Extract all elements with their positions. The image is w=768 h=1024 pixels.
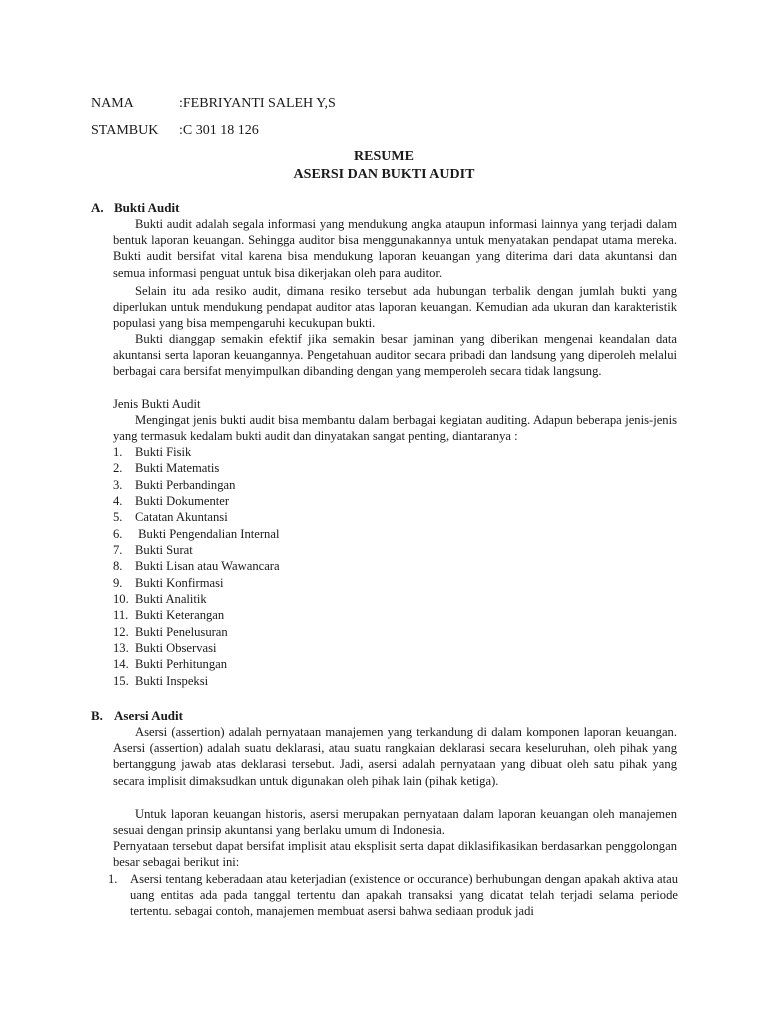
section-b-heading — [91, 708, 183, 724]
list-item: 10. Bukti Analitik — [113, 591, 207, 606]
section-b-title: Asersi Audit — [114, 708, 183, 723]
section-a-heading — [91, 200, 179, 216]
jenis-bukti-subheading: Jenis Bukti Audit — [113, 397, 201, 411]
title-main: ASERSI DAN BUKTI AUDIT — [293, 167, 475, 182]
section-b-paragraph-1: Asersi (assertion) adalah pernyataan manajemen yang terkandung di dalam komponen laporan keuangan. Asersi (assertion) adalah suatu deklarasi, atau suatu rangkaian deklarasi secara keseluruhan, oleh pihak yang bertanggung jawab atas deklarasi tersebut. Jadi, asersi adalah pernyataan yang dibuat oleh satu pihak yang secara implisit dimaksudkan untuk digunakan oleh pihak lain (pihak ketiga). — [113, 725, 677, 788]
section-b-letter: B. — [91, 708, 103, 723]
list-item: 7. Bukti Surat — [113, 542, 193, 557]
section-b-paragraph-2: Untuk laporan keuangan historis, asersi merupakan pernyataan dalam laporan keuangan oleh manajemen sesuai dengan prinsip akuntansi yang berlaku umum di Indonesia. — [113, 807, 677, 838]
list-item: 12. Bukti Penelusuran — [113, 624, 228, 639]
section-a-paragraph-3: Bukti dianggap semakin efektif jika semakin besar jaminan yang diberikan mengenai keandalan data akuntansi serta laporan keuangannya. Pengetahuan auditor secara pribadi dan landsung yang diperoleh melalui berbagai cara bersifat menyimpulkan dibanding dengan yang memperoleh secara tidak langsung. — [113, 332, 677, 379]
name-label: NAMA — [91, 96, 134, 111]
section-a-paragraph-4: Mengingat jenis bukti audit bisa membantu dalam berbagai kegiatan auditing. Adapun beberapa jenis-jenis yang termasuk kedalam bukti audit dan dinyatakan sangat penting, diantaranya : — [113, 413, 677, 444]
assertion-item-1-text: Asersi tentang keberadaan atau keterjadian (existence or occurance) berhubungan dengan apakah aktiva atau uang entitas ada pada tanggal tertentu dan apakah transaksi yang dicatat telah terjadi selama periode tertentu. sebagai contoh, manajemen membuat asersi bahwa sediaan produk jadi — [130, 872, 678, 919]
section-a-letter: A. — [91, 200, 104, 215]
section-a-paragraph-2: Selain itu ada resiko audit, dimana resiko tersebut ada hubungan terbalik dengan jumlah bukti yang diperlukan untuk mendukung pendapat auditor atas laporan keuangan. Kemudian ada ukuran dan karakteristik populasi yang bisa mempengaruhi kecukupan bukti. — [113, 284, 677, 331]
assertion-item-1-number: 1. — [108, 872, 118, 886]
stambuk-label: STAMBUK — [91, 123, 159, 138]
assertion-item-1 — [108, 871, 678, 920]
jenis-bukti-list — [113, 444, 280, 689]
stambuk-value: :C 301 18 126 — [179, 123, 259, 138]
list-item: 1. Bukti Fisik — [113, 445, 192, 459]
list-item: 8. Bukti Lisan atau Wawancara — [113, 559, 280, 574]
list-item: 9. Bukti Konfirmasi — [113, 575, 224, 590]
list-item: 3. Bukti Perbandingan — [113, 477, 236, 492]
list-item: 13. Bukti Observasi — [113, 640, 217, 655]
name-row — [91, 95, 336, 112]
section-a-paragraph-1: Bukti audit adalah segala informasi yang mendukung angka ataupun informasi lainnya yang terjadi dalam bentuk laporan keuangan. Sehingga auditor bisa menggunakannya untuk menyatakan pendapat utama mereka. Bukti audit bersifat vital karena bisa mendukung laporan keuangan yang diterima dari data akuntansi dan semua informasi penguat untuk bisa dikerjakan oleh para auditor. — [113, 217, 677, 280]
list-item: 15. Bukti Inspeksi — [113, 673, 209, 688]
list-item: 4. Bukti Dokumenter — [113, 493, 230, 508]
title-resume: RESUME — [354, 149, 414, 164]
section-a-title: Bukti Audit — [114, 200, 180, 215]
list-item: 5. Catatan Akuntansi — [113, 510, 228, 525]
section-b-paragraph-3: Pernyataan tersebut dapat bersifat implisit atau eksplisit serta dapat diklasifikasikan berdasarkan penggolongan besar sebagai berikut ini: — [113, 839, 677, 870]
list-item: 11. Bukti Keterangan — [113, 608, 225, 623]
list-item: 2. Bukti Matematis — [113, 461, 220, 476]
list-item: 14. Bukti Perhitungan — [113, 657, 227, 672]
list-item: 6. Bukti Pengendalian Internal — [113, 526, 280, 541]
stambuk-row — [91, 122, 259, 139]
name-value: :FEBRIYANTI SALEH Y,S — [179, 96, 336, 111]
